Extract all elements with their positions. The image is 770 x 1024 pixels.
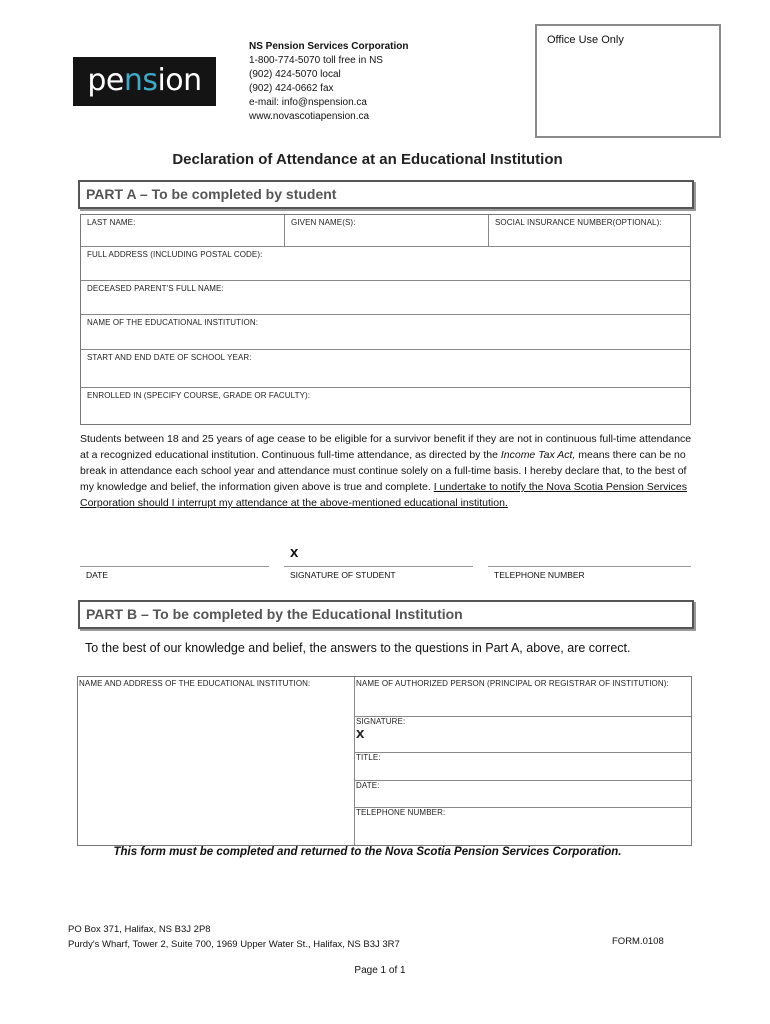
authorized-person-field[interactable] bbox=[355, 677, 691, 717]
form-number: FORM.0108 bbox=[612, 936, 664, 947]
student-signature-line[interactable] bbox=[284, 566, 473, 567]
part-b-statement: To the best of our knowledge and belief, the answers to the questions in Part A, above, are correct. bbox=[85, 641, 631, 655]
given-names-field[interactable] bbox=[285, 215, 489, 247]
date-label: DATE bbox=[86, 570, 109, 580]
institution-address-label: NAME AND ADDRESS OF THE EDUCATIONAL INSTITUTION: bbox=[79, 679, 311, 688]
part-b-heading: PART B – To be completed by the Educational Institution bbox=[78, 600, 694, 629]
title-label: TITLE: bbox=[356, 753, 381, 762]
contact-phone-tollfree: 1-800-774-5070 toll free in NS bbox=[249, 55, 383, 66]
undertaking-text: I undertake to notify the Nova Scotia Pension Services Corporation should I interrupt my attendance at the above-mentioned educational institution. bbox=[80, 481, 688, 509]
school-year-dates-label: START AND END DATE OF SCHOOL YEAR: bbox=[87, 353, 252, 362]
authority-signature-label: SIGNATURE: bbox=[356, 717, 406, 726]
address-line-po: PO Box 371, Halifax, NS B3J 2P8 bbox=[68, 924, 211, 935]
last-name-label: LAST NAME: bbox=[87, 218, 136, 227]
part-b-fields bbox=[77, 676, 692, 846]
office-use-label: Office Use Only bbox=[547, 34, 624, 46]
student-signature-label: SIGNATURE OF STUDENT bbox=[290, 570, 396, 580]
telephone-line[interactable] bbox=[488, 566, 691, 567]
institution-field[interactable] bbox=[81, 315, 690, 350]
institution-telephone-field[interactable] bbox=[355, 808, 691, 845]
sin-field[interactable] bbox=[489, 215, 690, 247]
institution-label: NAME OF THE EDUCATIONAL INSTITUTION: bbox=[87, 318, 259, 327]
contact-fax: (902) 424-0662 fax bbox=[249, 83, 334, 94]
contact-email[interactable]: e-mail: info@nspension.ca bbox=[249, 97, 367, 108]
authorized-person-label: NAME OF AUTHORIZED PERSON (PRINCIPAL OR REGISTRAR OF INSTITUTION): bbox=[356, 679, 669, 688]
part-a-heading: PART A – To be completed by student bbox=[78, 180, 694, 209]
student-signature-mark: x bbox=[290, 544, 299, 561]
contact-website[interactable]: www.novascotiapension.ca bbox=[249, 111, 370, 122]
part-a-fields bbox=[80, 214, 691, 425]
institution-address-field[interactable] bbox=[78, 677, 355, 845]
address-field[interactable] bbox=[81, 247, 690, 281]
address-line-street: Purdy's Wharf, Tower 2, Suite 700, 1969 Upper Water St., Halifax, NS B3J 3R7 bbox=[68, 939, 400, 950]
page-number: Page 1 of 1 bbox=[354, 965, 406, 976]
contact-block bbox=[249, 40, 409, 124]
school-year-dates-field[interactable] bbox=[81, 350, 690, 388]
deceased-parent-field[interactable] bbox=[81, 281, 690, 315]
last-name-field[interactable] bbox=[81, 215, 285, 247]
mailing-address bbox=[68, 922, 400, 952]
eligibility-paragraph bbox=[80, 431, 692, 511]
deceased-parent-label: DECEASED PARENT'S FULL NAME: bbox=[87, 284, 224, 293]
sin-label: SOCIAL INSURANCE NUMBER(OPTIONAL): bbox=[495, 218, 662, 227]
return-instruction: This form must be completed and returned to the Nova Scotia Pension Services Corporation. bbox=[113, 846, 622, 858]
date-field[interactable] bbox=[355, 781, 691, 808]
institution-telephone-label: TELEPHONE NUMBER: bbox=[356, 808, 446, 817]
telephone-label: TELEPHONE NUMBER bbox=[494, 570, 585, 580]
date-field-label: DATE: bbox=[356, 781, 380, 790]
enrolled-in-field[interactable] bbox=[81, 388, 690, 424]
para-text-1: Students between 18 and 25 years of age cease to be eligible for a survivor benefit if they are not in continuous full-time attendance at a recognized educational institution. Continuous full-time attendance, as directed by the bbox=[80, 433, 692, 461]
form-title: Declaration of Attendance at an Educational Institution bbox=[172, 151, 563, 168]
authority-signature-mark: x bbox=[356, 725, 365, 742]
contact-phone-local: (902) 424-5070 local bbox=[249, 69, 341, 80]
office-use-box bbox=[535, 24, 721, 138]
date-line[interactable] bbox=[80, 566, 269, 567]
given-names-label: GIVEN NAME(S): bbox=[291, 218, 356, 227]
org-name: NS Pension Services Corporation bbox=[249, 41, 409, 52]
title-field[interactable] bbox=[355, 753, 691, 781]
authority-signature-field[interactable] bbox=[355, 717, 691, 753]
enrolled-in-label: ENROLLED IN (SPECIFY COURSE, GRADE OR FACULTY): bbox=[87, 391, 311, 400]
para-italic: Income Tax Act, bbox=[500, 449, 576, 461]
pension-logo: pension bbox=[73, 57, 216, 106]
address-label: FULL ADDRESS (INCLUDING POSTAL CODE): bbox=[87, 250, 263, 259]
para-text-2: means there can be no break in attendance each school year and attendance must continue solely on a full-time basis. I hereby declare that, to the best of my knowledge and belief, the information given above is true and complete. bbox=[80, 449, 687, 493]
